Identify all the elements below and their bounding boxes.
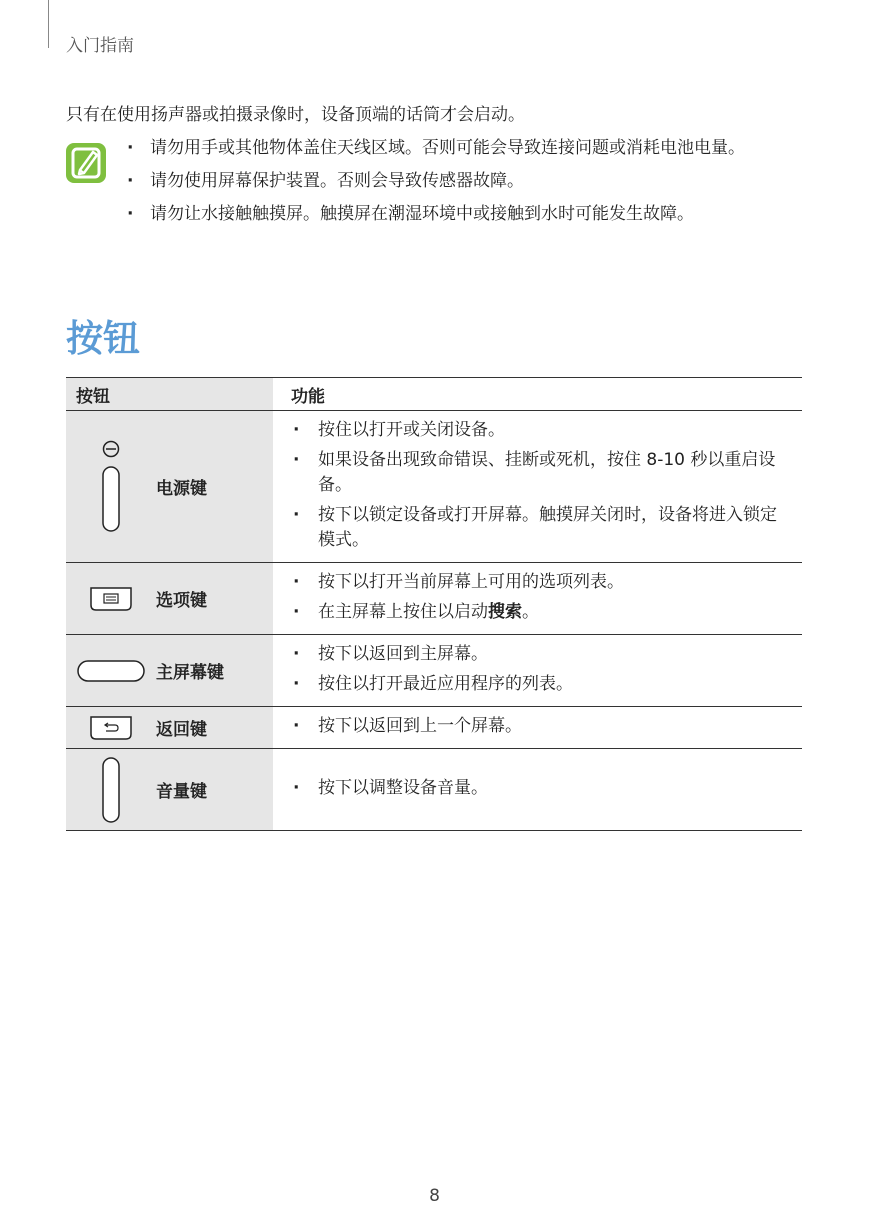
section-title: 按钮 bbox=[66, 317, 140, 360]
power-key-icon bbox=[66, 437, 156, 537]
function-item: · 按下以返回到主屏幕。 bbox=[291, 642, 792, 667]
volume-key-icon bbox=[66, 755, 156, 825]
note-item: · 请勿使用屏幕保护装置。否则会导致传感器故障。 bbox=[126, 169, 796, 194]
function-item: · 如果设备出现致命错误、挂断或死机，按住 8-10 秒以重启设备。 bbox=[291, 448, 792, 498]
key-name: 选项键 bbox=[156, 591, 207, 611]
function-item: · 按下以打开当前屏幕上可用的选项列表。 bbox=[291, 570, 792, 595]
back-key-icon bbox=[66, 715, 156, 741]
chapter-title: 入门指南 bbox=[66, 36, 134, 56]
key-name: 主屏幕键 bbox=[156, 663, 224, 683]
function-item: · 在主屏幕上按住以启动搜索。 bbox=[291, 600, 792, 625]
table-row bbox=[66, 707, 802, 749]
note-item: · 请勿让水接触触摸屏。触摸屏在潮湿环境中或接触到水时可能发生故障。 bbox=[126, 202, 796, 227]
note-list bbox=[126, 136, 796, 235]
key-name: 电源键 bbox=[156, 479, 207, 499]
options-key-icon bbox=[66, 586, 156, 612]
table-row bbox=[66, 635, 802, 707]
function-item: · 按下以返回到上一个屏幕。 bbox=[291, 714, 792, 739]
function-item: · 按下以锁定设备或打开屏幕。触摸屏关闭时，设备将进入锁定模式。 bbox=[291, 503, 792, 553]
function-item: · 按下以调整设备音量。 bbox=[291, 776, 792, 801]
note-item: · 请勿用手或其他物体盖住天线区域。否则可能会导致连接问题或消耗电池电量。 bbox=[126, 136, 796, 161]
note-pencil-icon bbox=[66, 143, 106, 183]
table-row bbox=[66, 563, 802, 635]
function-item: · 按住以打开最近应用程序的列表。 bbox=[291, 672, 792, 697]
table-row bbox=[66, 749, 802, 831]
page-number: 8 bbox=[429, 1186, 440, 1206]
function-item: · 按住以打开或关闭设备。 bbox=[291, 418, 792, 443]
search-label: 搜索 bbox=[488, 602, 522, 622]
home-key-icon bbox=[66, 659, 156, 683]
header-function: 功能 bbox=[273, 378, 802, 411]
table-row bbox=[66, 411, 802, 563]
buttons-table bbox=[66, 377, 802, 831]
key-name: 音量键 bbox=[156, 782, 207, 802]
intro-text: 只有在使用扬声器或拍摄录像时，设备顶端的话筒才会启动。 bbox=[66, 105, 525, 125]
header-divider bbox=[48, 0, 49, 48]
key-name: 返回键 bbox=[156, 720, 207, 740]
header-button: 按钮 bbox=[66, 378, 273, 411]
table-header-row bbox=[66, 378, 802, 411]
